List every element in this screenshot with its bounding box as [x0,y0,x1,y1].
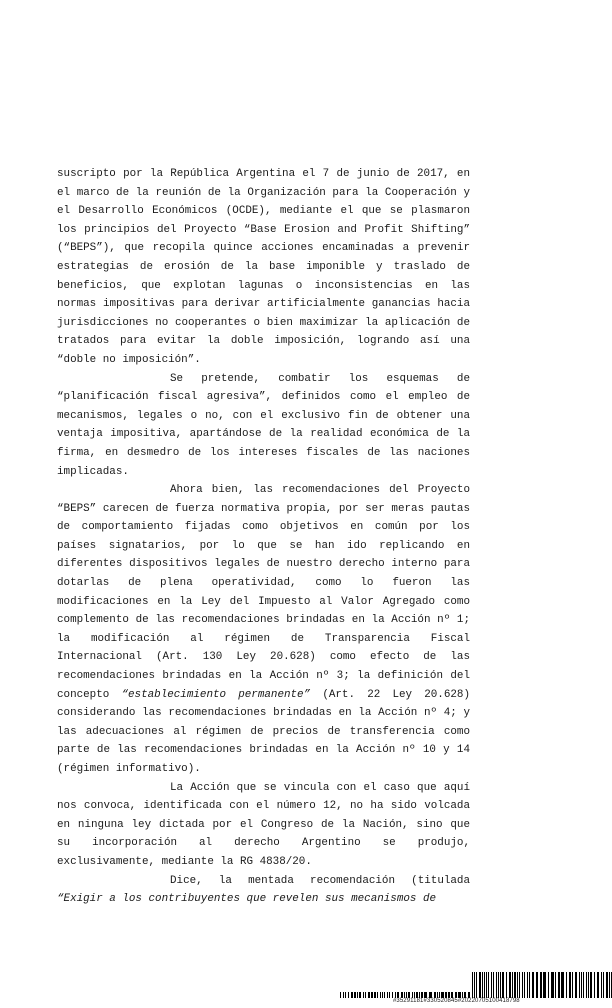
paragraph-3-text: Ahora bien, las recomendaciones del Proyecto “BEPS” carecen de fuerza normativa propia, por ser meras pautas de comportamiento fijadas como objetivos en común por los países signatarios, por lo que se han ido replicando en diferentes dispositivos legales de nuestro derecho interno para dotarlas de plena operatividad, como lo fueron las modificaciones en la Ley del Impuesto al Valor Agregado como complemento de las recomendaciones brindadas en la Acción nº 1; la modificación al régimen de Transparencia Fiscal Internacional (Art. 130 Ley 20.628) como efecto de las recomendaciones brindadas en la Acción nº 3; la definición del concepto [57,484,470,701]
paragraph-1-text: suscripto por la República Argentina el 7 de junio de 2017, en el marco de la reunión de la Organización para la Cooperación y el Desarrollo Económicos (OCDE), mediante el que se plasmaron los principios del Proyecto “Base Erosion and Profit Shifting” (“BEPS”), que recopila quince acciones encaminadas a prevenir estrategias de erosión de la base imponible y traslado de beneficios, que explotan lagunas o inconsistencias en las normas impositivas para derivar artificialmente ganancias hacia jurisdicciones no cooperantes o bien maximizar la aplicación de tratados para evitar la doble imposición, logrando así una “doble no imposición”. [57,168,470,366]
paragraph-2 [57,370,470,482]
paragraph-2-text: Se pretende, combatir los esquemas de “planificación fiscal agresiva”, definidos como el empleo de mecanismos, legales o no, con el exclusivo fin de obtener una ventaja impositiva, apartándose de la realidad económica de la firma, en desmedro de los intereses fiscales de las naciones implicadas. [57,372,470,478]
paragraph-4-text: La Acción que se vincula con el caso que aquí nos convoca, identificada con el número 12, no ha sido volcada en ninguna ley dictada por el Congreso de la Nación, sino que su incorporación al derecho Argentino se produjo, exclusivamente, mediante la RG 4838/20. [57,781,470,868]
barcode-code: #35291181#330520845#20220705100418798 [393,998,520,1004]
paragraph-3-text-continued: (Art. 22 Ley 20.628) considerando las recomendaciones brindadas en la Acción nº 4; y las adecuaciones al régimen de precios de transferencia como parte de las recomendaciones brindadas en la Acción nº 10 y 14 (régimen informativo). [57,688,470,775]
barcode [340,970,612,1008]
document-body [57,165,470,909]
barcode-icon [340,970,612,1000]
paragraph-1 [57,165,470,370]
paragraph-4 [57,779,470,872]
paragraph-3-italic-term: “establecimiento permanente” [121,688,311,701]
paragraph-5-text: Dice, la mentada recomendación (titulada [170,874,470,887]
paragraph-3 [57,481,470,779]
paragraph-5 [57,872,470,909]
paragraph-5-italic-text: “Exigir a los contribuyentes que revelen sus mecanismos de [57,893,437,906]
